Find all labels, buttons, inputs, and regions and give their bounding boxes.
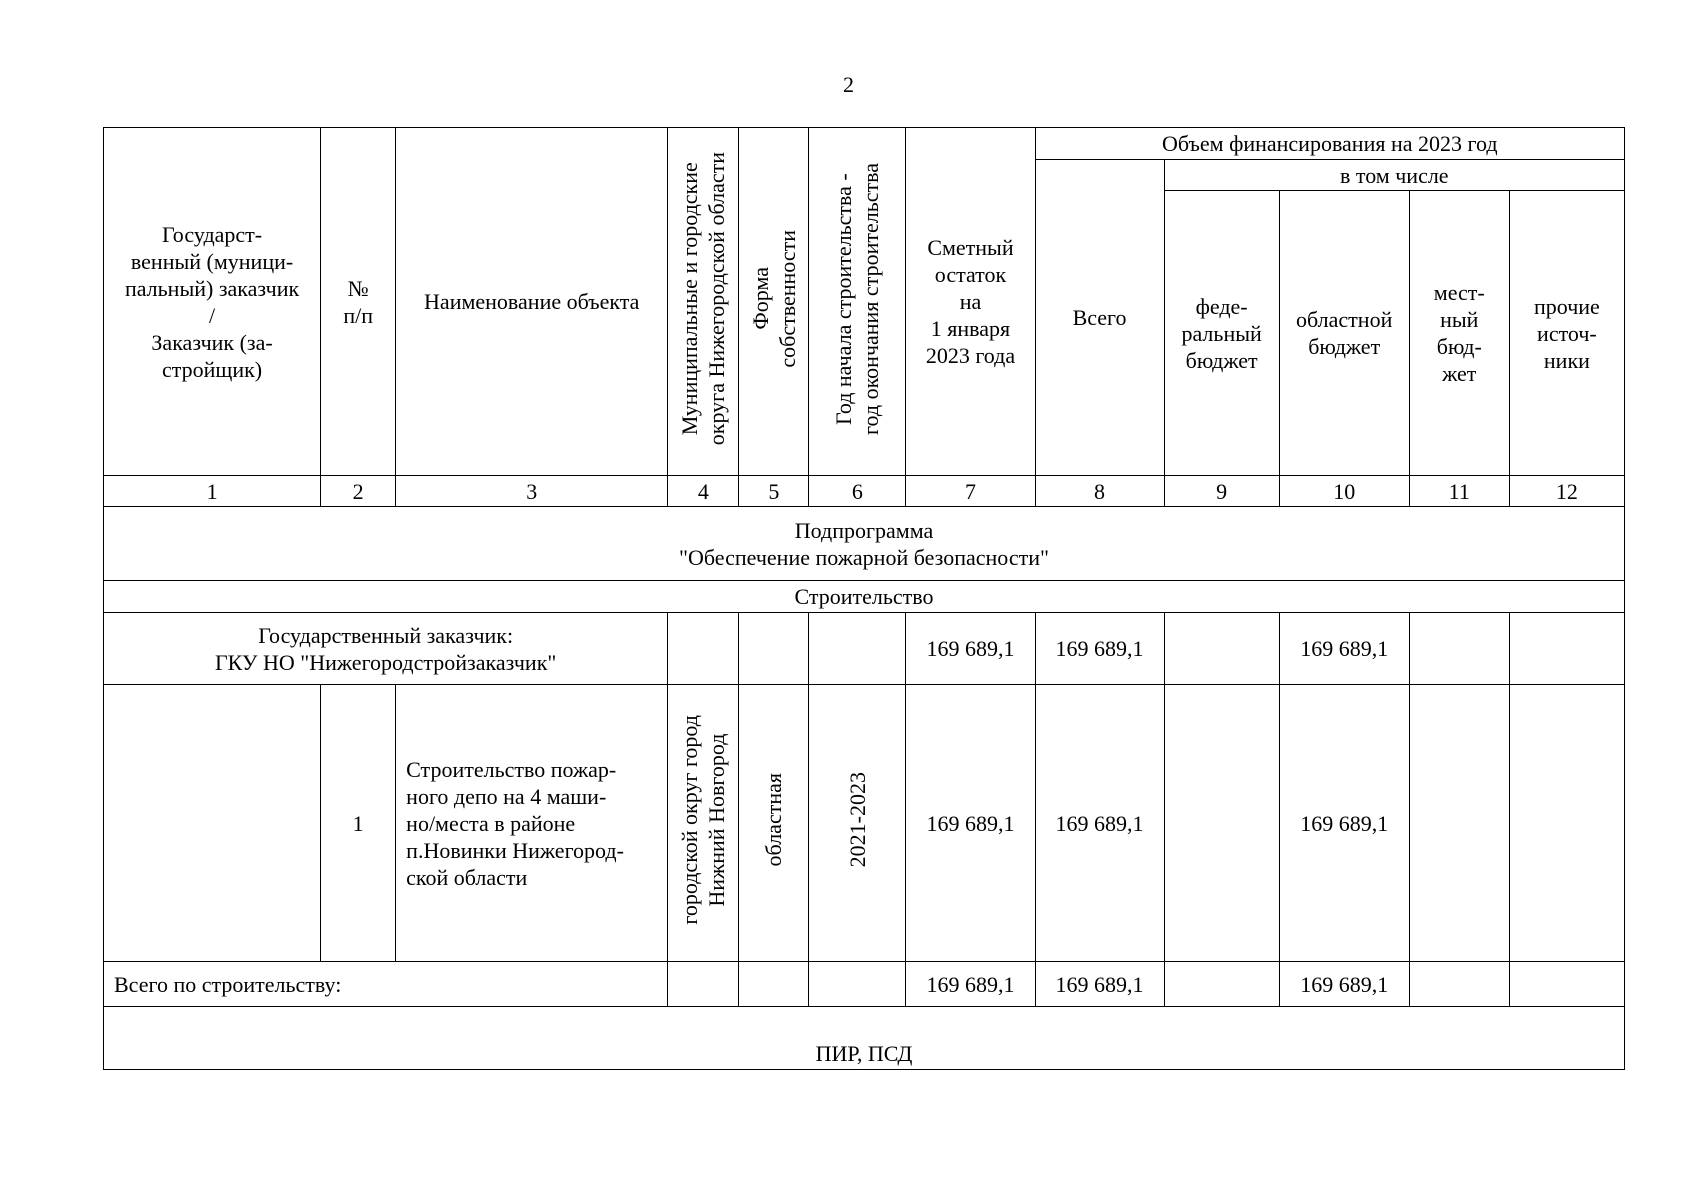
header-other: прочие источ- ники [1509, 191, 1624, 476]
object-years: 2021-2023 [809, 685, 906, 962]
header-total: Всего [1035, 160, 1164, 476]
total-district [668, 962, 739, 1007]
customer-ownership [739, 613, 809, 685]
header-years: Год начала строительства - год окончания строительства [809, 128, 906, 476]
header-customer: Государст- венный (муници- пальный) заказчик / Заказчик (за- стройщик) [104, 128, 321, 476]
total-other [1509, 962, 1624, 1007]
col-number: 11 [1409, 476, 1509, 507]
total-federal [1164, 962, 1279, 1007]
object-ownership: областная [739, 685, 809, 962]
header-district: Муниципальные и городские округа Нижегородской области [668, 128, 739, 476]
customer-regional: 169 689,1 [1279, 613, 1409, 685]
object-customer [104, 685, 321, 962]
section-construction: Строительство [104, 581, 1625, 613]
col-number: 10 [1279, 476, 1409, 507]
customer-name: Государственный заказчик: ГКУ НО "Нижегородстройзаказчик" [104, 613, 668, 685]
total-regional: 169 689,1 [1279, 962, 1409, 1007]
object-regional: 169 689,1 [1279, 685, 1409, 962]
customer-federal [1164, 613, 1279, 685]
col-number: 7 [906, 476, 1035, 507]
col-number: 2 [321, 476, 396, 507]
object-name: Строительство пожар- ного депо на 4 маши- но/места в районе п.Новинки Нижегород- ской области [396, 685, 668, 962]
header-including: в том числе [1164, 160, 1624, 191]
header-object-name: Наименование объекта [396, 128, 668, 476]
column-numbers-row [104, 476, 1625, 507]
header-balance: Сметный остаток на 1 января 2023 года [906, 128, 1035, 476]
object-district: городской округ город Нижний Новгород [668, 685, 739, 962]
customer-local [1409, 613, 1509, 685]
header-number: № п/п [321, 128, 396, 476]
customer-balance: 169 689,1 [906, 613, 1035, 685]
header-funding-group: Объем финансирования на 2023 год [1035, 128, 1624, 160]
col-number: 4 [668, 476, 739, 507]
page-number: 2 [843, 72, 854, 97]
col-number: 6 [809, 476, 906, 507]
total-label: Всего по строительству: [104, 962, 668, 1007]
object-number: 1 [321, 685, 396, 962]
header-ownership: Форма собственности [739, 128, 809, 476]
header-local: мест- ный бюд- жет [1409, 191, 1509, 476]
financing-table [103, 127, 1625, 1070]
col-number: 1 [104, 476, 321, 507]
object-balance: 169 689,1 [906, 685, 1035, 962]
total-row [104, 962, 1625, 1007]
total-local [1409, 962, 1509, 1007]
subprogram-title: Подпрограмма "Обеспечение пожарной безопасности" [104, 507, 1625, 581]
total-years [809, 962, 906, 1007]
object-total: 169 689,1 [1035, 685, 1164, 962]
header-federal: феде- ральный бюджет [1164, 191, 1279, 476]
object-other [1509, 685, 1624, 962]
col-number: 3 [396, 476, 668, 507]
col-number: 5 [739, 476, 809, 507]
customer-years [809, 613, 906, 685]
section-pir: ПИР, ПСД [104, 1007, 1625, 1070]
object-local [1409, 685, 1509, 962]
total-balance: 169 689,1 [906, 962, 1035, 1007]
customer-district [668, 613, 739, 685]
col-number: 8 [1035, 476, 1164, 507]
col-number: 9 [1164, 476, 1279, 507]
total-total: 169 689,1 [1035, 962, 1164, 1007]
object-federal [1164, 685, 1279, 962]
customer-row [104, 613, 1625, 685]
total-ownership [739, 962, 809, 1007]
customer-other [1509, 613, 1624, 685]
header-regional: областной бюджет [1279, 191, 1409, 476]
customer-total: 169 689,1 [1035, 613, 1164, 685]
object-row [104, 685, 1625, 962]
col-number: 12 [1509, 476, 1624, 507]
